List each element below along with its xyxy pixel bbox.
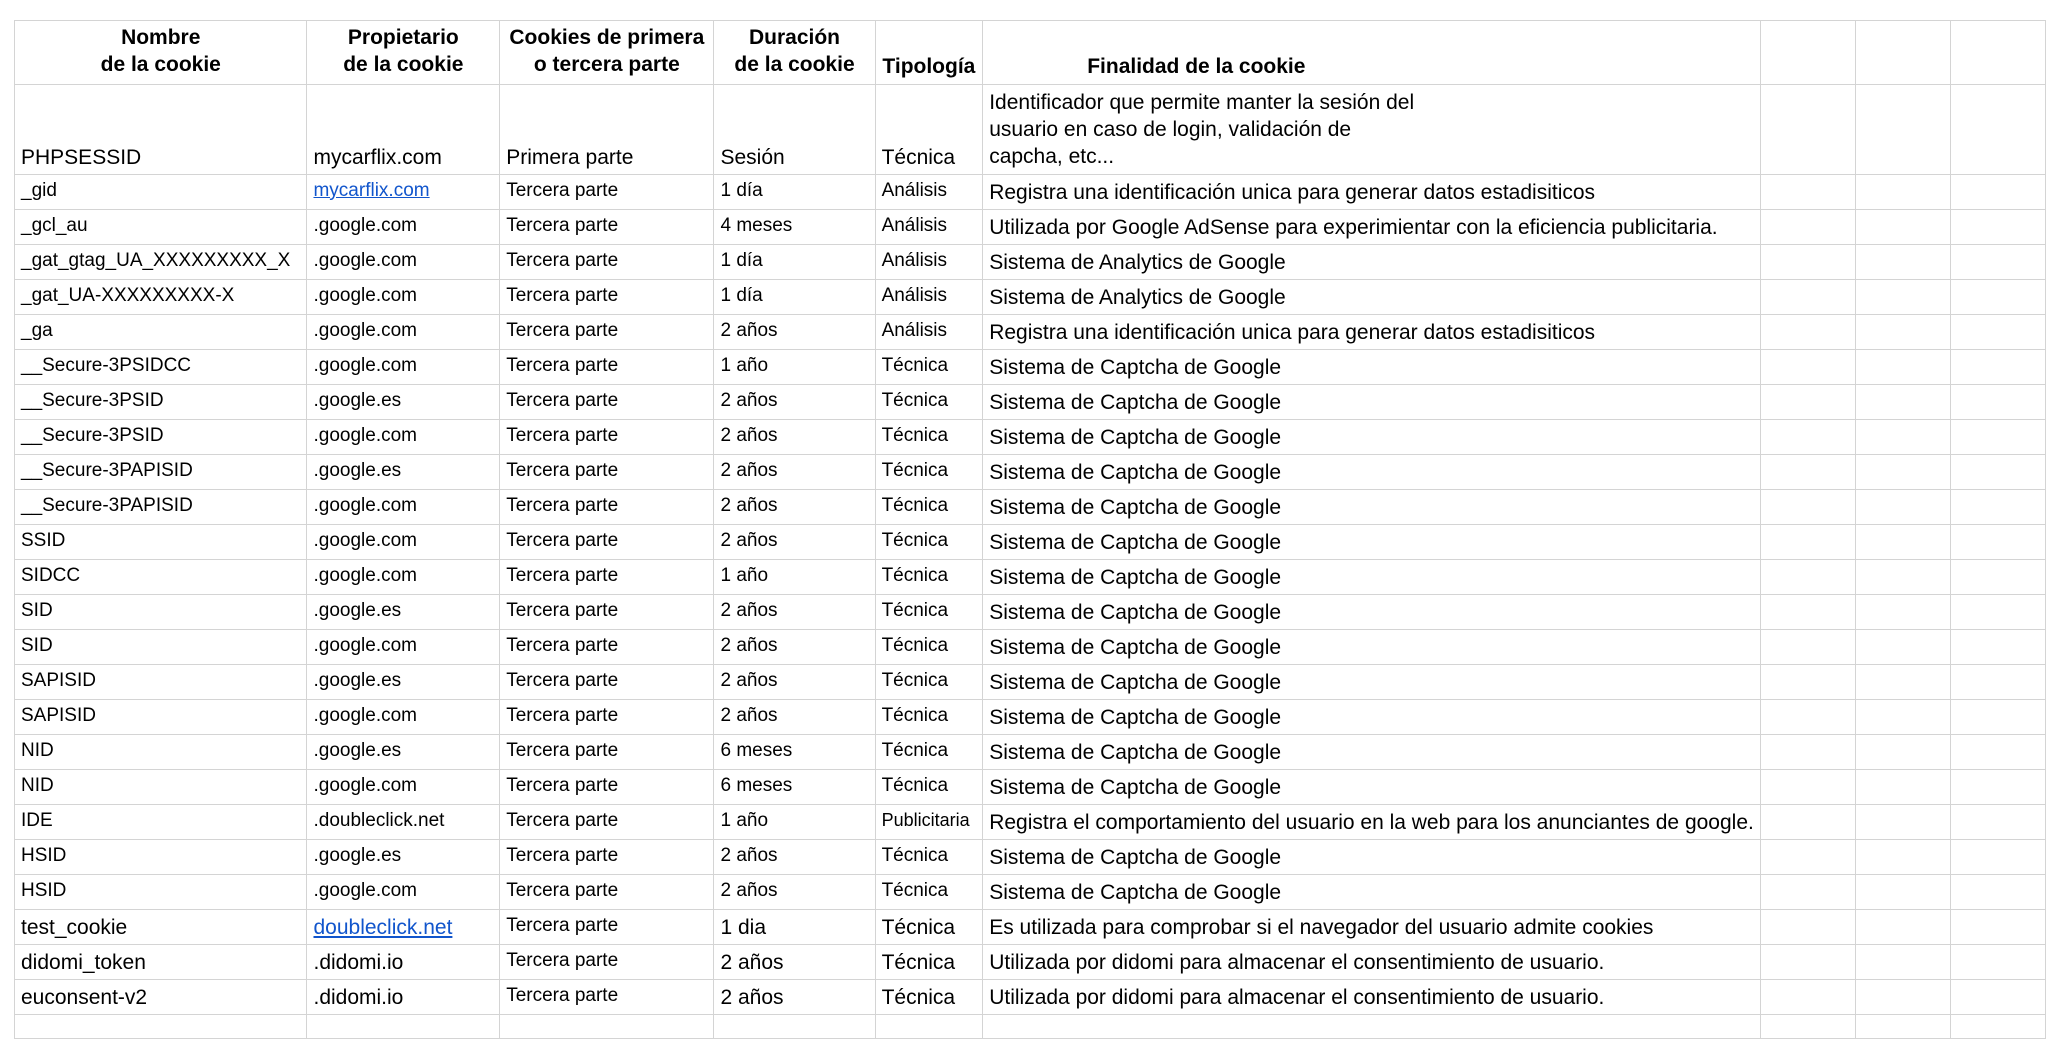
empty-cell (1855, 910, 1950, 945)
cell-party: Tercera parte (500, 455, 714, 490)
cell-party: Tercera parte (500, 560, 714, 595)
table-row (15, 210, 2046, 245)
cell-type: Técnica (875, 455, 983, 490)
cell-name: SAPISID (15, 665, 307, 700)
cell-type: Técnica (875, 630, 983, 665)
empty-cell (1950, 840, 2045, 875)
cell-duration: 2 años (714, 630, 875, 665)
header-type: Tipología (875, 21, 983, 85)
empty-cell (1950, 315, 2045, 350)
empty-cell (1855, 490, 1950, 525)
table-row (15, 840, 2046, 875)
empty-cell (875, 1015, 983, 1039)
empty-cell (1760, 840, 1855, 875)
empty-cell (1855, 700, 1950, 735)
cell-purpose: Sistema de Captcha de Google (983, 350, 1761, 385)
empty-cell (1760, 630, 1855, 665)
table-row (15, 85, 2046, 175)
cell-duration: 2 años (714, 980, 875, 1015)
cell-type: Análisis (875, 245, 983, 280)
cell-name: _gid (15, 175, 307, 210)
cell-party: Tercera parte (500, 980, 714, 1015)
cell-type: Técnica (875, 490, 983, 525)
cell-duration: 1 año (714, 805, 875, 840)
empty-cell (1760, 455, 1855, 490)
table-row (15, 420, 2046, 455)
empty-cell (1855, 245, 1950, 280)
empty-cell (1855, 560, 1950, 595)
empty-cell (1855, 315, 1950, 350)
cell-type: Técnica (875, 350, 983, 385)
empty-cell (1855, 175, 1950, 210)
cell-party: Tercera parte (500, 840, 714, 875)
table-row (15, 945, 2046, 980)
cell-type: Publicitaria (875, 805, 983, 840)
cell-purpose (983, 85, 1761, 175)
cell-duration: 4 meses (714, 210, 875, 245)
empty-cell (1950, 805, 2045, 840)
cell-party: Tercera parte (500, 280, 714, 315)
cell-duration: 2 años (714, 455, 875, 490)
cell-duration: 2 años (714, 595, 875, 630)
empty-cell (1760, 945, 1855, 980)
cell-type: Técnica (875, 910, 983, 945)
cell-purpose: Utilizada por didomi para almacenar el consentimiento de usuario. (983, 945, 1761, 980)
empty-cell (1950, 455, 2045, 490)
cell-duration: 6 meses (714, 770, 875, 805)
empty-cell (1855, 840, 1950, 875)
cell-party: Tercera parte (500, 945, 714, 980)
cookie-table (14, 20, 2046, 1039)
empty-cell (1760, 280, 1855, 315)
cell-party: Tercera parte (500, 805, 714, 840)
empty-cell (1760, 1015, 1855, 1039)
cell-duration: 6 meses (714, 735, 875, 770)
empty-cell (1760, 805, 1855, 840)
cell-party: Tercera parte (500, 175, 714, 210)
cell-duration: 2 años (714, 420, 875, 455)
cell-name: __Secure-3PAPISID (15, 490, 307, 525)
empty-header-cell (1950, 21, 2045, 85)
empty-cell (1950, 385, 2045, 420)
cell-type: Técnica (875, 420, 983, 455)
cell-owner: .google.es (307, 385, 500, 420)
cell-purpose: Sistema de Analytics de Google (983, 245, 1761, 280)
cell-name: HSID (15, 875, 307, 910)
table-row (15, 910, 2046, 945)
cell-owner: .google.com (307, 560, 500, 595)
cell-type: Análisis (875, 280, 983, 315)
empty-cell (1950, 735, 2045, 770)
cell-owner: .google.com (307, 315, 500, 350)
empty-cell (1950, 280, 2045, 315)
cell-purpose: Sistema de Captcha de Google (983, 385, 1761, 420)
empty-cell (1950, 560, 2045, 595)
table-row (15, 175, 2046, 210)
cell-duration: 1 día (714, 175, 875, 210)
empty-cell (1950, 210, 2045, 245)
header-cookie-owner: Propietario de la cookie (307, 21, 500, 85)
cell-name: SID (15, 630, 307, 665)
cell-party: Tercera parte (500, 420, 714, 455)
cell-type: Técnica (875, 980, 983, 1015)
cell-name: _gat_gtag_UA_XXXXXXXXX_X (15, 245, 307, 280)
cell-owner (307, 910, 500, 945)
cell-party: Primera parte (500, 85, 714, 175)
cell-type: Técnica (875, 665, 983, 700)
empty-cell (1855, 280, 1950, 315)
cell-purpose: Registra una identificación unica para generar datos estadisiticos (983, 315, 1761, 350)
cell-name: SSID (15, 525, 307, 560)
table-row (15, 455, 2046, 490)
empty-cell (1760, 85, 1855, 175)
empty-cell (1760, 700, 1855, 735)
cell-name: test_cookie (15, 910, 307, 945)
cell-owner: .google.com (307, 875, 500, 910)
empty-cell (1760, 875, 1855, 910)
empty-cell (15, 1015, 307, 1039)
table-row (15, 350, 2046, 385)
cell-duration: 1 dia (714, 910, 875, 945)
table-row (15, 245, 2046, 280)
empty-cell (1855, 85, 1950, 175)
table-row (15, 805, 2046, 840)
cell-duration: 1 año (714, 560, 875, 595)
cell-party: Tercera parte (500, 735, 714, 770)
cell-type: Técnica (875, 945, 983, 980)
cell-type: Técnica (875, 700, 983, 735)
cell-duration: 2 años (714, 875, 875, 910)
empty-cell (1855, 385, 1950, 420)
cell-duration: 1 día (714, 245, 875, 280)
cell-party: Tercera parte (500, 875, 714, 910)
cell-owner: .google.com (307, 700, 500, 735)
cell-party: Tercera parte (500, 350, 714, 385)
empty-cell (1950, 350, 2045, 385)
cell-duration: 2 años (714, 945, 875, 980)
cell-type: Técnica (875, 385, 983, 420)
cell-owner: .google.com (307, 245, 500, 280)
empty-cell (1855, 735, 1950, 770)
empty-cell (1950, 700, 2045, 735)
owner-link[interactable]: mycarflix.com (313, 180, 430, 201)
cell-owner: .google.com (307, 280, 500, 315)
empty-cell (1760, 770, 1855, 805)
empty-cell (1855, 665, 1950, 700)
empty-cell (1760, 490, 1855, 525)
cell-name: SID (15, 595, 307, 630)
cell-name: PHPSESSID (15, 85, 307, 175)
cell-type: Análisis (875, 175, 983, 210)
cell-name: SIDCC (15, 560, 307, 595)
cell-party: Tercera parte (500, 630, 714, 665)
cell-owner: .google.com (307, 420, 500, 455)
cell-name: __Secure-3PSID (15, 420, 307, 455)
empty-cell (1950, 945, 2045, 980)
cell-purpose: Utilizada por didomi para almacenar el consentimiento de usuario. (983, 980, 1761, 1015)
cell-purpose: Registra una identificación unica para generar datos estadisiticos (983, 175, 1761, 210)
empty-header-cell (1855, 21, 1950, 85)
cell-purpose: Sistema de Captcha de Google (983, 770, 1761, 805)
cell-purpose: Es utilizada para comprobar si el navegador del usuario admite cookies (983, 910, 1761, 945)
empty-cell (1855, 210, 1950, 245)
empty-cell (1950, 85, 2045, 175)
cell-duration: 1 año (714, 350, 875, 385)
cell-owner: .didomi.io (307, 945, 500, 980)
empty-cell (1855, 595, 1950, 630)
empty-cell (1950, 420, 2045, 455)
cell-party: Tercera parte (500, 385, 714, 420)
cell-party: Tercera parte (500, 910, 714, 945)
cell-duration: 2 años (714, 385, 875, 420)
cell-name: __Secure-3PSID (15, 385, 307, 420)
empty-cell (1760, 350, 1855, 385)
table-row (15, 315, 2046, 350)
empty-cell (1855, 525, 1950, 560)
empty-cell (1950, 490, 2045, 525)
table-row (15, 630, 2046, 665)
cell-purpose: Sistema de Captcha de Google (983, 525, 1761, 560)
cell-party: Tercera parte (500, 490, 714, 525)
cell-purpose: Utilizada por Google AdSense para experimientar con la eficiencia publicitaria. (983, 210, 1761, 245)
empty-cell (500, 1015, 714, 1039)
cell-owner: .doubleclick.net (307, 805, 500, 840)
cell-owner: .google.es (307, 665, 500, 700)
empty-cell (1950, 175, 2045, 210)
empty-cell (1855, 805, 1950, 840)
empty-cell (1950, 980, 2045, 1015)
cell-name: NID (15, 770, 307, 805)
cell-owner: .google.com (307, 630, 500, 665)
cell-type: Técnica (875, 595, 983, 630)
cell-duration: 2 años (714, 665, 875, 700)
empty-cell (1855, 875, 1950, 910)
cell-type: Análisis (875, 315, 983, 350)
cell-name: __Secure-3PSIDCC (15, 350, 307, 385)
empty-cell (1855, 1015, 1950, 1039)
cell-type: Técnica (875, 560, 983, 595)
cell-name: HSID (15, 840, 307, 875)
cell-owner: .google.es (307, 840, 500, 875)
cell-name: _gcl_au (15, 210, 307, 245)
empty-cell (1950, 525, 2045, 560)
cell-purpose: Sistema de Captcha de Google (983, 595, 1761, 630)
empty-cell (1855, 420, 1950, 455)
table-row (15, 525, 2046, 560)
cell-name: _gat_UA-XXXXXXXXX-X (15, 280, 307, 315)
cell-purpose: Sistema de Captcha de Google (983, 735, 1761, 770)
empty-cell (1760, 315, 1855, 350)
cell-name: SAPISID (15, 700, 307, 735)
empty-cell (1950, 875, 2045, 910)
empty-cell (714, 1015, 875, 1039)
cell-owner: .didomi.io (307, 980, 500, 1015)
cell-type: Técnica (875, 525, 983, 560)
cell-party: Tercera parte (500, 595, 714, 630)
cell-owner: .google.com (307, 525, 500, 560)
table-row (15, 280, 2046, 315)
table-row (15, 385, 2046, 420)
empty-cell (1855, 455, 1950, 490)
cell-duration: 2 años (714, 490, 875, 525)
cell-party: Tercera parte (500, 665, 714, 700)
cell-purpose: Sistema de Analytics de Google (983, 280, 1761, 315)
empty-cell (1760, 560, 1855, 595)
cell-name: didomi_token (15, 945, 307, 980)
cell-purpose: Sistema de Captcha de Google (983, 420, 1761, 455)
cell-party: Tercera parte (500, 245, 714, 280)
cell-duration: 2 años (714, 315, 875, 350)
cell-party: Tercera parte (500, 525, 714, 560)
cell-owner: mycarflix.com (307, 85, 500, 175)
cell-owner (307, 175, 500, 210)
empty-cell (1950, 770, 2045, 805)
empty-cell (1855, 945, 1950, 980)
empty-cell (1950, 1015, 2045, 1039)
cell-party: Tercera parte (500, 700, 714, 735)
cell-type: Técnica (875, 770, 983, 805)
cell-party: Tercera parte (500, 770, 714, 805)
empty-cell (1950, 630, 2045, 665)
cell-purpose: Sistema de Captcha de Google (983, 665, 1761, 700)
table-row (15, 875, 2046, 910)
empty-cell (1950, 245, 2045, 280)
cell-purpose: Registra el comportamiento del usuario en la web para los anunciantes de google. (983, 805, 1761, 840)
cell-owner: .google.es (307, 595, 500, 630)
cell-purpose: Sistema de Captcha de Google (983, 700, 1761, 735)
empty-cell (1950, 910, 2045, 945)
table-row (15, 770, 2046, 805)
cell-purpose: Sistema de Captcha de Google (983, 840, 1761, 875)
cell-owner: .google.com (307, 770, 500, 805)
cell-owner: .google.com (307, 210, 500, 245)
cell-name: _ga (15, 315, 307, 350)
table-row (15, 980, 2046, 1015)
cell-duration: 2 años (714, 525, 875, 560)
cell-type: Técnica (875, 735, 983, 770)
empty-cell (1760, 910, 1855, 945)
header-party: Cookies de primera o tercera parte (500, 21, 714, 85)
empty-header-cell (1760, 21, 1855, 85)
empty-cell (1855, 630, 1950, 665)
cell-name: IDE (15, 805, 307, 840)
cell-name: NID (15, 735, 307, 770)
cell-owner: .google.es (307, 735, 500, 770)
empty-cell (1760, 175, 1855, 210)
header-row (15, 21, 2046, 85)
empty-cell (1760, 385, 1855, 420)
empty-cell (1760, 420, 1855, 455)
cell-type: Técnica (875, 875, 983, 910)
empty-cell (1950, 665, 2045, 700)
empty-cell (1855, 350, 1950, 385)
cell-owner: .google.com (307, 490, 500, 525)
cell-purpose: Sistema de Captcha de Google (983, 490, 1761, 525)
owner-link[interactable]: doubleclick.net (313, 916, 453, 939)
cell-type: Análisis (875, 210, 983, 245)
empty-cell (1950, 595, 2045, 630)
empty-cell (1855, 980, 1950, 1015)
table-row (15, 735, 2046, 770)
empty-cell (307, 1015, 500, 1039)
table-row (15, 595, 2046, 630)
empty-cell (1760, 595, 1855, 630)
cell-name: euconsent-v2 (15, 980, 307, 1015)
empty-cell (1760, 980, 1855, 1015)
empty-cell (983, 1015, 1761, 1039)
cell-owner: .google.com (307, 350, 500, 385)
header-duration: Duración de la cookie (714, 21, 875, 85)
header-purpose: Finalidad de la cookie (983, 21, 1761, 85)
cell-duration: Sesión (714, 85, 875, 175)
table-row (15, 560, 2046, 595)
empty-cell (1760, 210, 1855, 245)
cell-type: Técnica (875, 85, 983, 175)
cell-purpose: Sistema de Captcha de Google (983, 560, 1761, 595)
cell-name: __Secure-3PAPISID (15, 455, 307, 490)
cell-type: Técnica (875, 840, 983, 875)
cell-party: Tercera parte (500, 210, 714, 245)
table-row (15, 665, 2046, 700)
empty-cell (1760, 245, 1855, 280)
empty-cell (1760, 735, 1855, 770)
blank-row (15, 1015, 2046, 1039)
table-row (15, 490, 2046, 525)
cell-duration: 1 día (714, 280, 875, 315)
cell-owner: .google.es (307, 455, 500, 490)
table-row (15, 700, 2046, 735)
cell-purpose: Sistema de Captcha de Google (983, 875, 1761, 910)
empty-cell (1760, 525, 1855, 560)
empty-cell (1855, 770, 1950, 805)
cell-party: Tercera parte (500, 315, 714, 350)
cell-purpose-text: Identificador que permite manter la sesión del usuario en caso de login, validación de capcha, etc... (989, 91, 1415, 168)
empty-cell (1760, 665, 1855, 700)
cell-duration: 2 años (714, 840, 875, 875)
cell-purpose: Sistema de Captcha de Google (983, 455, 1761, 490)
cell-duration: 2 años (714, 700, 875, 735)
cell-purpose: Sistema de Captcha de Google (983, 630, 1761, 665)
header-cookie-name: Nombre de la cookie (15, 21, 307, 85)
